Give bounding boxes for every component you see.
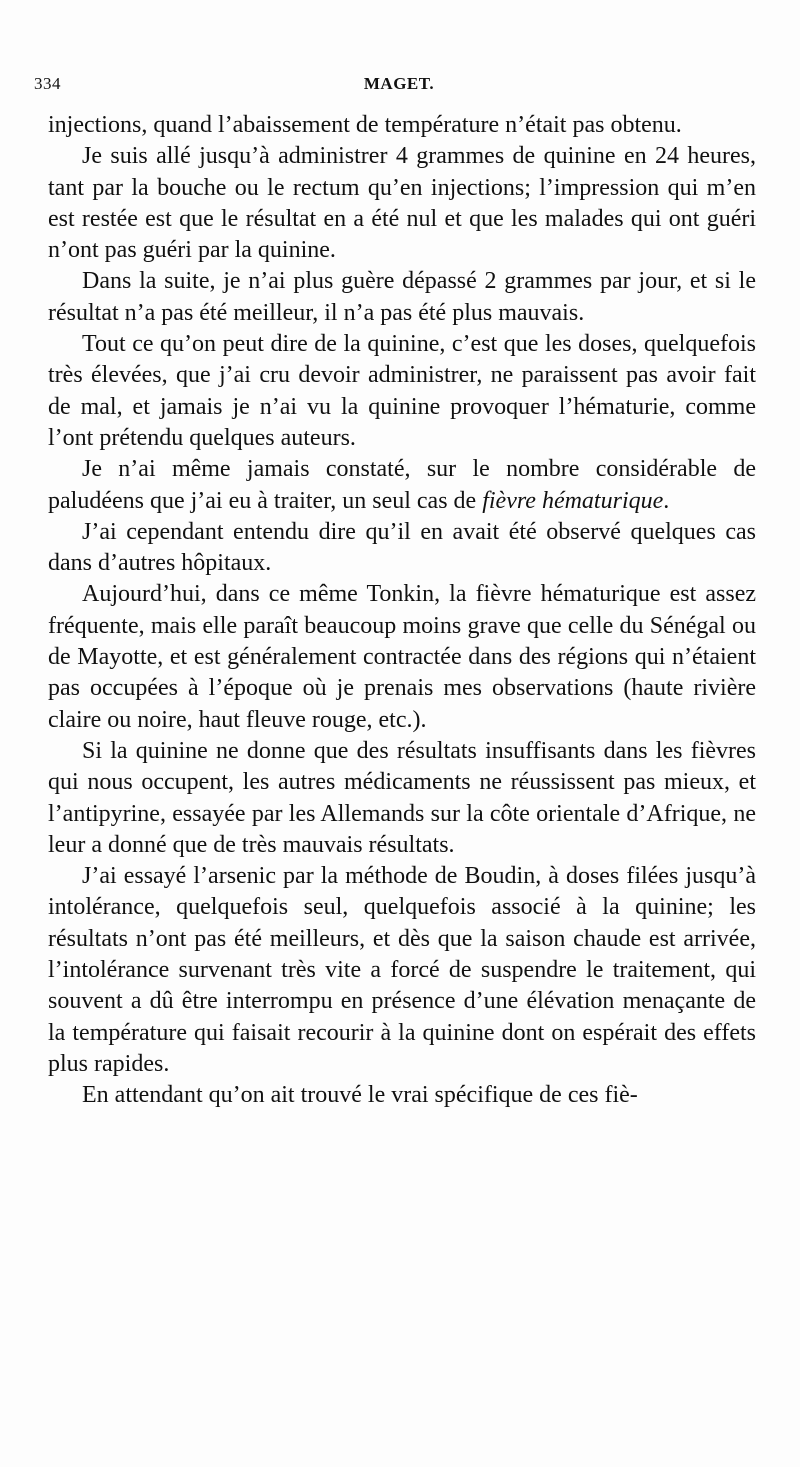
paragraph-5-end: . xyxy=(663,487,670,514)
paragraph-2: Je suis allé jusqu’à administrer 4 grammes de quinine en 24 heures, tant par la bouche ou le rectum qu’en injections; l’impression qui m’en est restée est que le résultat en a été nul et que les malades qui ont guéri n’ont pas guéri par la quinine. xyxy=(48,143,756,264)
paragraph-7: Aujourd’hui, dans ce même Tonkin, la fièvre hématurique est assez fréquente, mais elle paraît beaucoup moins grave que celle du Sénégal ou de Mayotte, et est généralement contractée dans des régions qui n’étaient pas occupées à l’époque où je prenais mes observations (haute rivière claire ou noire, haut fleuve rouge, etc.). xyxy=(48,581,756,733)
paragraph-5 xyxy=(48,454,756,517)
paragraph-8: Si la quinine ne donne que des résultats insuffisants dans les fièvres qui nous occupent, les autres médicaments ne réussissent pas mieux, et l’antipyrine, essayée par les Allemands sur la côte orientale d’Afrique, ne leur a donné que de très mauvais résultats. xyxy=(48,737,756,858)
paragraph-10: En attendant qu’on ait trouvé le vrai spécifique de ces fiè- xyxy=(82,1082,638,1109)
page-header xyxy=(34,74,764,102)
paragraph-9: J’ai essayé l’arsenic par la méthode de Boudin, à doses filées jusqu’à intolérance, quelquefois seul, quelquefois associé à la quinine; les résultats n’ont pas été meilleurs, et dès que la saison chaude est arrivée, l’intolérance survenant très vite a forcé de suspendre le traitement, qui souvent a dû être interrompu en présence d’une élévation menaçante de la température qui faisait recourir à la quinine dont on espérait des effets plus rapides. xyxy=(48,863,756,1077)
page-number: 334 xyxy=(34,74,61,93)
body-text xyxy=(48,110,756,1112)
paragraph-3: Dans la suite, je n’ai plus guère dépassé 2 grammes par jour, et si le résultat n’a pas été meilleur, il n’a pas été plus mauvais. xyxy=(48,268,756,326)
paragraph-6: J’ai cependant entendu dire qu’il en avait été observé quelques cas dans d’autres hôpitaux. xyxy=(48,518,756,577)
paragraph-5-italic-term: fièvre hématurique xyxy=(482,487,664,514)
paragraph-5-text: Je n’ai même jamais constaté, sur le nombre considérable de paludéens que j’ai eu à traiter, un seul cas de xyxy=(48,456,756,514)
running-title: MAGET. xyxy=(363,74,435,93)
paragraph-1: injections, quand l’abaissement de température n’était pas obtenu. xyxy=(48,112,682,138)
paragraph-4: Tout ce qu’on peut dire de la quinine, c’est que les doses, quelquefois très élevées, que j’ai cru devoir administrer, ne paraissent pas avoir fait de mal, et jamais je n’ai vu la quinine provoquer l’hématurie, comme l’ont prétendu quelques auteurs. xyxy=(48,331,756,451)
